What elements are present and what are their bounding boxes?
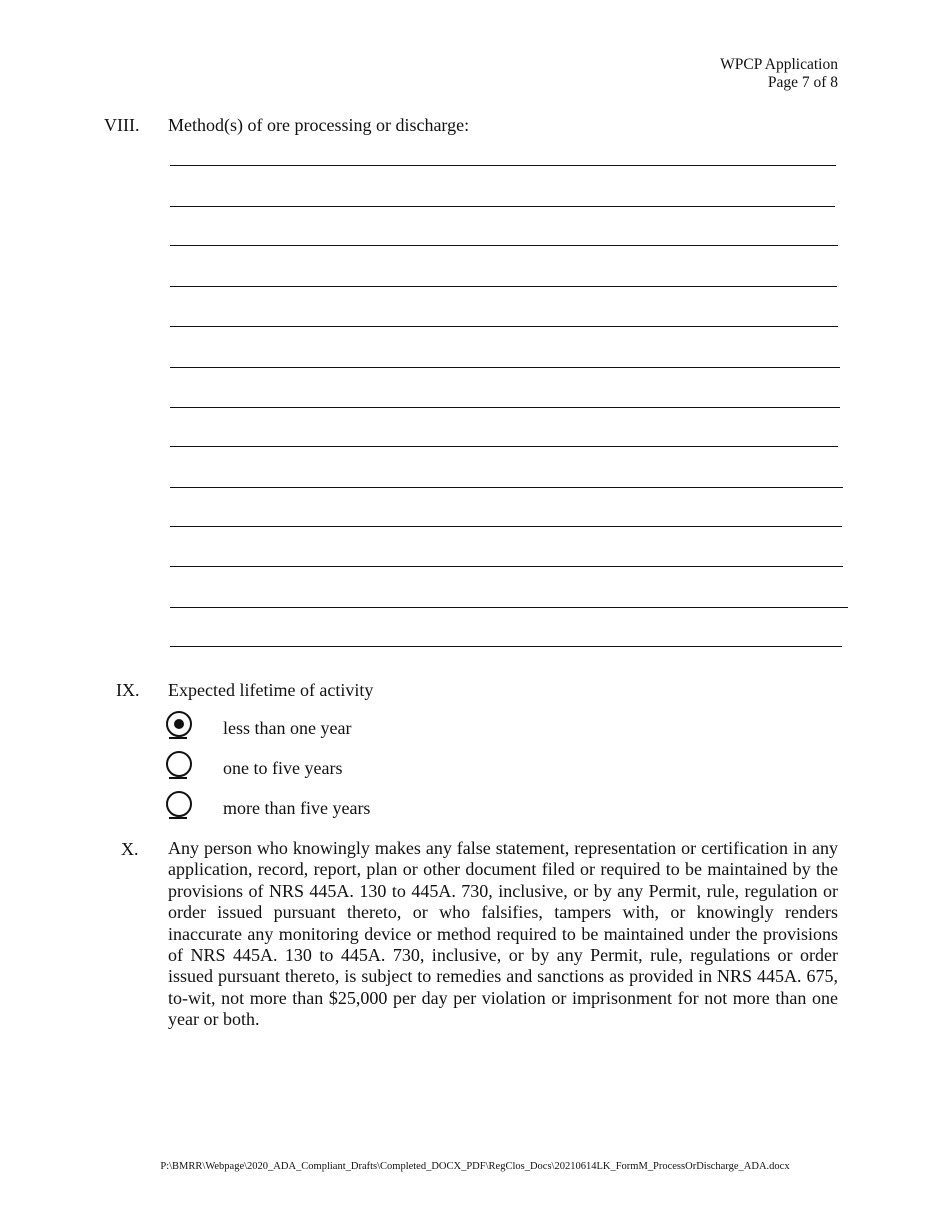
file-path-footer: P:\BMRR\Webpage\2020_ADA_Compliant_Drafts\Completed_DOCX_PDF\RegClos_Docs\20210614LK_FormM_ProcessOrDischarge_ADA.docx — [160, 1161, 790, 1172]
radio-underline — [169, 737, 187, 739]
answer-line-6[interactable] — [170, 367, 840, 368]
radio-option-more-than-five-years[interactable] — [166, 791, 466, 823]
answer-line-13[interactable] — [170, 646, 842, 647]
answer-line-7[interactable] — [170, 407, 840, 408]
radio-button[interactable] — [166, 751, 192, 777]
radio-underline — [169, 817, 187, 819]
radio-option-label: more than five years — [223, 798, 371, 818]
section-ix-number: IX. — [116, 680, 140, 700]
page-header — [720, 56, 838, 92]
answer-line-12[interactable] — [170, 607, 848, 608]
radio-button[interactable] — [166, 791, 192, 817]
answer-line-2[interactable] — [170, 206, 835, 207]
answer-line-9[interactable] — [170, 487, 843, 488]
radio-option-label: one to five years — [223, 758, 343, 778]
section-ix-label: Expected lifetime of activity — [168, 680, 374, 700]
answer-line-1[interactable] — [170, 165, 836, 166]
radio-option-less-than-one-year[interactable] — [166, 711, 466, 743]
header-title: WPCP Application — [720, 56, 838, 73]
radio-dot-icon — [174, 719, 184, 729]
section-x-number: X. — [121, 839, 139, 859]
section-viii-label: Method(s) of ore processing or discharge: — [168, 115, 470, 135]
answer-line-5[interactable] — [170, 326, 838, 327]
radio-option-label: less than one year — [223, 718, 352, 738]
answer-line-8[interactable] — [170, 446, 838, 447]
radio-button-selected[interactable] — [166, 711, 192, 737]
answer-line-11[interactable] — [170, 566, 843, 567]
section-viii-number: VIII. — [104, 115, 140, 135]
section-x-paragraph: Any person who knowingly makes any false statement, representation or certification in any application, record, report, plan or other document filed or required to be maintained by the provisions of NRS 445A. 130 to 445A. 730, inclusive, or by any Permit, rule, regulation or order issued pursuant thereto, or who falsifies, tampers with, or knowingly renders inaccurate any monitoring device or method required to be maintained under the provisions of NRS 445A. 130 to 445A. 730, inclusive, or by any Permit, rule, regulations or order issued pursuant thereto, is subject to remedies and sanctions as provided in NRS 445A. 675, to-wit, not more than $25,000 per day per violation or imprisonment for not more than one year or both. — [168, 838, 838, 1030]
answer-line-4[interactable] — [170, 286, 837, 287]
header-page-number: Page 7 of 8 — [767, 74, 838, 91]
answer-line-10[interactable] — [170, 526, 842, 527]
radio-underline — [169, 777, 187, 779]
answer-line-3[interactable] — [170, 245, 838, 246]
radio-option-one-to-five-years[interactable] — [166, 751, 466, 783]
